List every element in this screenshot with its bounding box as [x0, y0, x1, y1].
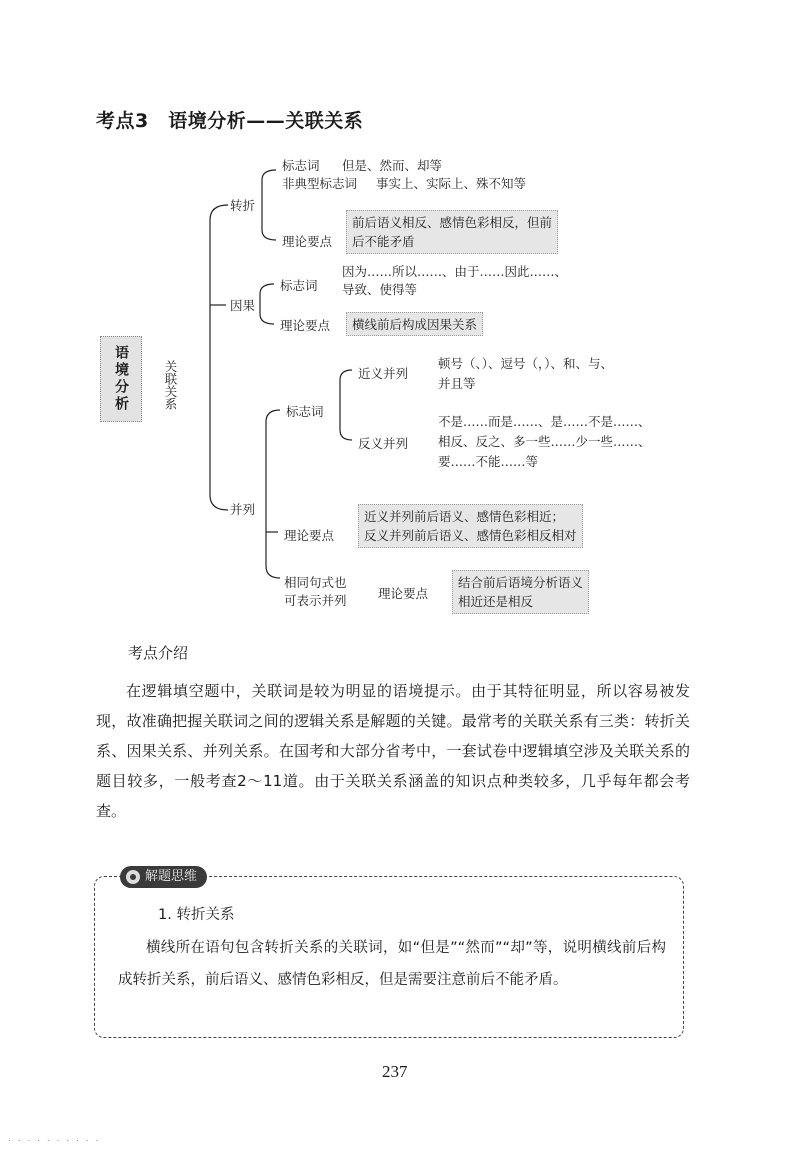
- binglie-theory-line2: 反义并列前后语义、感情色彩相反相对: [364, 528, 577, 543]
- same-sentence-label: [284, 574, 347, 610]
- biaozhici-brace: [340, 370, 352, 440]
- box-item-text: 横线所在语句包含转折关系的关联词，如“但是”“然而”“却”等，说明横线前后构成转折关系，前后语义、感情色彩相反，但是需要注意前后不能矛盾。: [118, 940, 666, 988]
- zhuanzhe-brace: [262, 170, 276, 240]
- intro-paragraph: 在逻辑填空题中，关联词是较为明显的语境提示。由于其特征明显，所以容易被发现，故准确把握关联词之间的逻辑关系是解题的关键。最常考的关联关系有三类：转折关系、因果关系、并列关系。在国考和大部分省考中，一套试卷中逻辑填空涉及关联关系的题目较多，一般考查2～11道。由于关联关系涵盖的知识点种类较多，几乎每年都会考查。: [96, 682, 690, 820]
- antonym-label: 反义并列: [358, 436, 409, 451]
- zhuanzhe-node: 转折: [230, 198, 256, 213]
- yinguo-theory-label: 理论要点: [280, 318, 331, 333]
- yinguo-marker-line1: 因为……所以……、由于……因此……、: [342, 264, 568, 279]
- zhuanzhe-theory-label: 理论要点: [282, 234, 333, 249]
- same-sentence-theory-label: 理论要点: [378, 586, 429, 601]
- yinguo-theory-text: 横线前后构成因果关系: [346, 312, 483, 336]
- binglie-theory-label: 理论要点: [284, 528, 335, 543]
- yinguo-marker-label: 标志词: [280, 278, 318, 293]
- antonym-line2: 相反、反之、多一些……少一些……、: [438, 434, 651, 449]
- zhuanzhe-marker-label: 标志词: [282, 158, 320, 173]
- binglie-theory-line1: 近义并列前后语义、感情色彩相近；: [364, 509, 565, 524]
- same-sentence-theory-line1: 结合前后语境分析语义: [458, 575, 584, 590]
- yinguo-marker-line2: 导致、使得等: [342, 282, 418, 297]
- binglie-brace: [266, 410, 280, 578]
- same-sentence-theory-box: [452, 570, 589, 614]
- thinking-badge-label: 解题思维: [145, 869, 198, 884]
- same-sentence-theory-line2: 相近还是相反: [458, 594, 534, 609]
- zhuanzhe-theory-line1: 前后语义相反、感情色彩相反，但前: [352, 215, 553, 230]
- same-sentence-line1: 相同句式也: [284, 575, 347, 590]
- thinking-badge: [120, 866, 207, 888]
- root-node: 语境分析: [100, 336, 142, 422]
- yinguo-brace: [260, 284, 274, 324]
- zhuanzhe-atypical-text: 事实上、实际上、殊不知等: [376, 176, 527, 191]
- yinguo-node: 因果: [230, 298, 256, 313]
- zhuanzhe-atypical-label: 非典型标志词: [282, 176, 358, 191]
- zhuanzhe-marker-text: 但是、然而、却等: [342, 158, 443, 173]
- near-synonym-line1: 顿号（、）、逗号（，）、和、与、: [438, 356, 614, 371]
- zhuanzhe-theory-line2: 后不能矛盾: [352, 234, 415, 249]
- lightbulb-icon: [126, 870, 140, 884]
- near-synonym-line2: 并且等: [438, 376, 476, 391]
- intro-heading: 考点介绍: [128, 644, 189, 662]
- zhuanzhe-theory-box: [346, 210, 558, 254]
- box-item-title: 1. 转折关系: [158, 907, 235, 923]
- main-brace: [210, 205, 228, 510]
- antonym-line1: 不是……而是……、是……不是……、: [438, 414, 651, 429]
- section-title: 考点3 语境分析——关联关系: [96, 110, 364, 132]
- antonym-line3: 要……不能……等: [438, 454, 539, 469]
- level1-node: 关联关系: [163, 360, 178, 410]
- binglie-theory-box: [358, 504, 583, 548]
- page-number: 237: [382, 1062, 408, 1081]
- scan-artifact: . . . . . . . . . .: [8, 1134, 101, 1144]
- same-sentence-line2: 可表示并列: [284, 593, 347, 608]
- near-synonym-label: 近义并列: [358, 366, 409, 381]
- binglie-node: 并列: [230, 502, 256, 517]
- binglie-marker-label: 标志词: [286, 404, 324, 419]
